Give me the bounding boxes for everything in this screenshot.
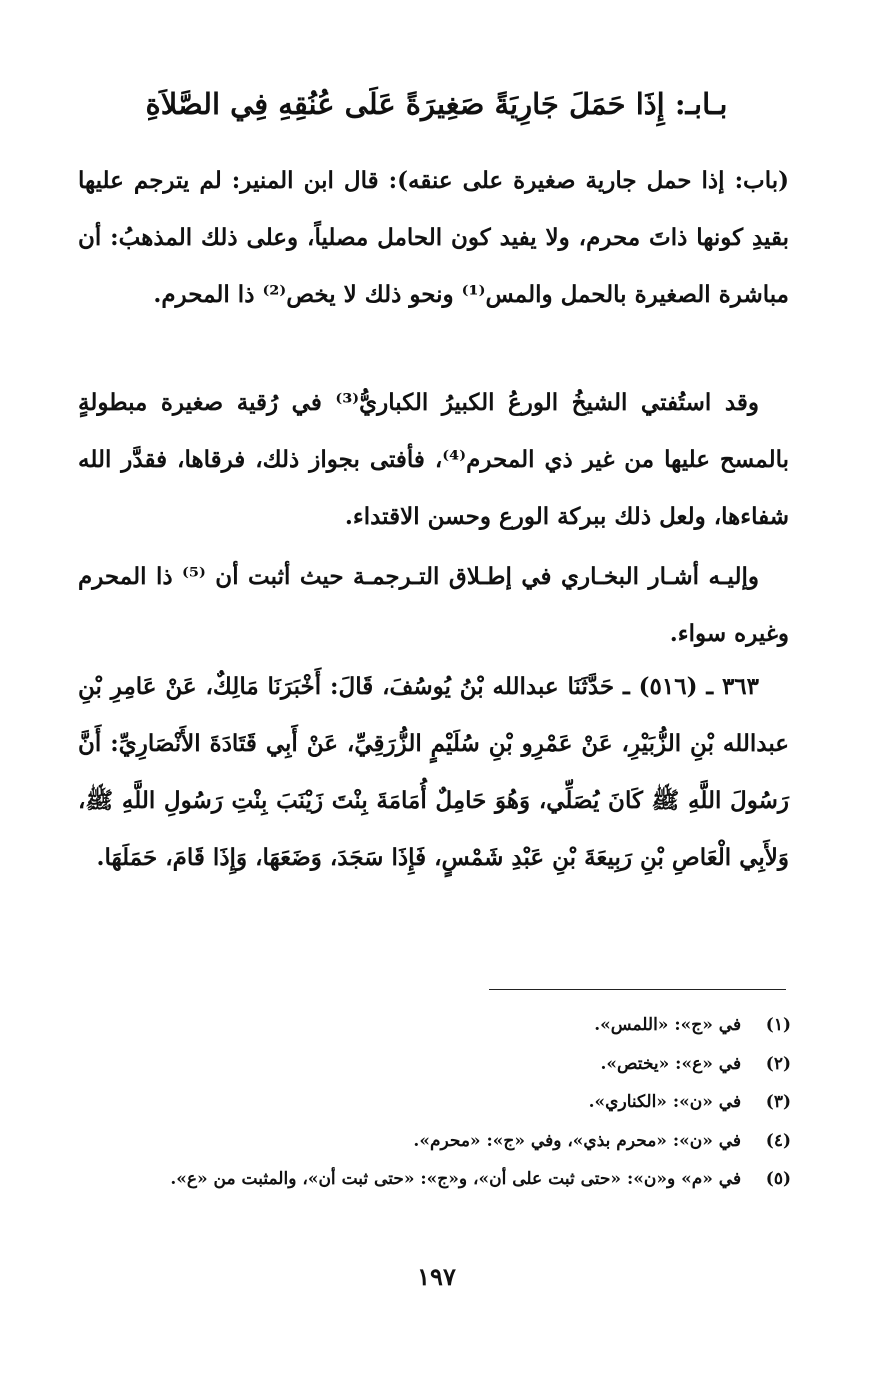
footnote-text: في «ع»: «يختص». bbox=[600, 1053, 742, 1074]
footnote-text: في «م» و«ن»: «حتى ثبت على أن»، و«ج»: «حتى ثبت أن»، والمثبت من «ع». bbox=[170, 1169, 742, 1189]
paragraph-text: وإليـه أشـار البخـاري في إطـلاق التـرجمـة حيث أثبت أن ⁽⁵⁾ ذا المحرم وغيره سواء. bbox=[78, 563, 789, 647]
paragraph-text: وقد استُفتي الشيخُ الورعُ الكبيرُ الكباريُّ⁽³⁾ في رُقية صغيرة مبطولةٍ بالمسح عليها من غير ذي المحرم⁽⁴⁾، فأفتى بجواز ذلك، فرقاها، فقدَّر الله شفاءها، ولعل ذلك ببركة الورع وحسن الاقتداء. bbox=[78, 389, 789, 530]
hadith-paragraph bbox=[78, 658, 789, 886]
chapter-title: بـابـ: إِذَا حَمَلَ جَارِيَةً صَغِيرَةً عَلَى عُنُقِهِ فِي الصَّلاَةِ bbox=[145, 87, 728, 121]
hadith-text: ٣٦٣ ـ (٥١٦) ـ حَدَّثَنَا عبدالله بْنُ يُوسُفَ، قَالَ: أَخْبَرَنَا مَالِكٌ، عَنْ عَامِرِ بْنِ عبدالله بْنِ الزُّبَيْرِ، عَنْ عَمْرِو بْنِ سُلَيْمٍ الزُّرَقِيِّ، عَنْ أَبِي قَتَادَةَ الأَنْصَارِيِّ: أَنَّ رَسُولَ اللَّهِ ﷺ كَانَ يُصَلِّي، وَهُوَ حَامِلٌ أُمَامَةَ بِنْتَ زَيْنَبَ بِنْتِ رَسُولِ اللَّهِ ﷺ، وَلأَبِي الْعَاصِ بْنِ رَبِيعَةَ بْنِ عَبْدِ شَمْسٍ، فَإِذَا سَجَدَ، وَضَعَهَا، وَإِذَا قَامَ، حَمَلَهَا. bbox=[78, 673, 789, 871]
footnote-item bbox=[70, 1045, 791, 1084]
commentary-paragraph-1 bbox=[78, 152, 789, 323]
footnote-number: (٤) bbox=[765, 1130, 791, 1151]
footnote-number: (٣) bbox=[765, 1092, 791, 1112]
footnote-item bbox=[70, 1083, 791, 1122]
footnote-item bbox=[70, 1160, 791, 1199]
footnote-text: في «ن»: «الكناري». bbox=[588, 1092, 742, 1112]
commentary-paragraph-2 bbox=[78, 374, 789, 545]
paragraph-text: (باب: إذا حمل جارية صغيرة على عنقه): قال ابن المنير: لم يترجم عليها بقيدِ كونها ذاتَ محرم، ولا يفيد كون الحامل مصلياً، وعلى ذلك المذهبُ: أن مباشرة الصغيرة بالحمل والمس⁽¹⁾ ونحو ذلك لا يخص⁽²⁾ ذا المحرم. bbox=[78, 167, 789, 308]
footnotes-list bbox=[70, 1006, 791, 1199]
footnote-number: (٢) bbox=[765, 1053, 791, 1074]
footnote-number: (٥) bbox=[765, 1169, 791, 1189]
page-number: ١٩٧ bbox=[417, 1262, 456, 1291]
footnote-item bbox=[70, 1122, 791, 1161]
footnote-text: في «ج»: «اللمس». bbox=[594, 1015, 742, 1035]
footnote-divider bbox=[489, 989, 786, 990]
footnote-item bbox=[70, 1006, 791, 1045]
commentary-paragraph-3 bbox=[78, 548, 789, 662]
footnote-number: (١) bbox=[765, 1015, 791, 1035]
footnote-text: في «ن»: «محرم بذي»، وفي «ج»: «محرم». bbox=[413, 1130, 742, 1151]
